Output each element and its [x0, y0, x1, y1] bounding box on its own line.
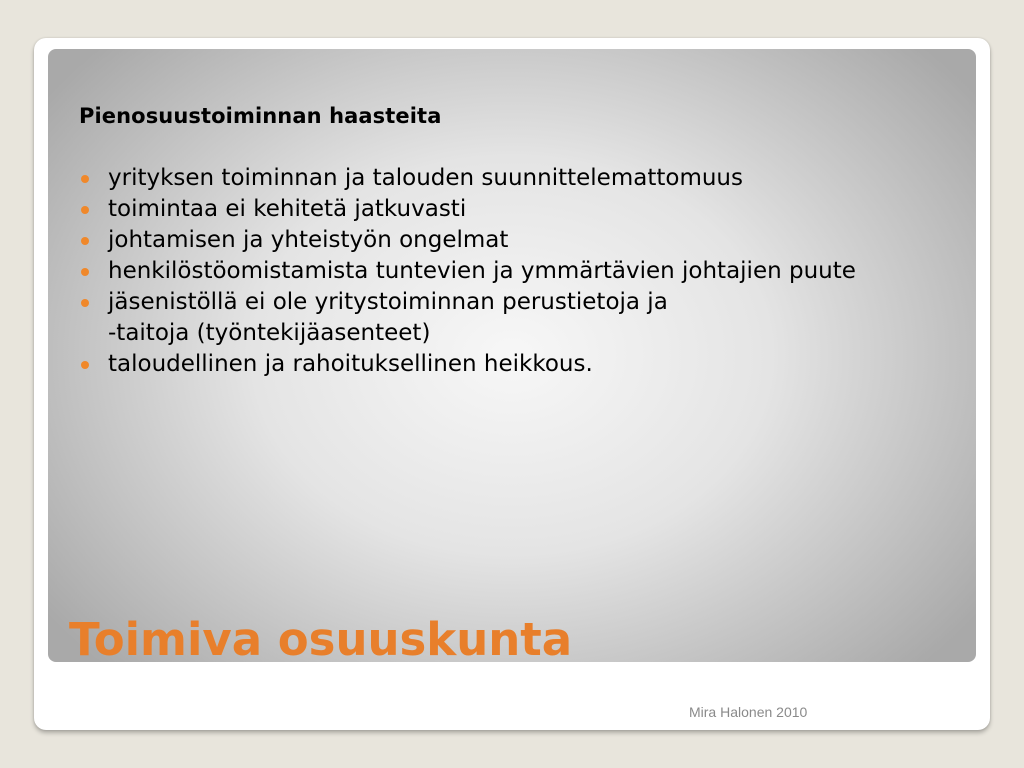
- bullet-text: taloudellinen ja rahoituksellinen heikkous.: [108, 351, 593, 377]
- bullet-dot-icon: [81, 237, 89, 245]
- bullet-dot-icon: [81, 175, 89, 183]
- bullet-text: -taitoja (työntekijäasenteet): [108, 320, 431, 346]
- slide-title: Toimiva osuuskunta: [69, 613, 573, 662]
- bullet-item: [78, 197, 958, 222]
- bullet-text: jäsenistöllä ei ole yritystoiminnan perustietoja ja: [108, 289, 668, 315]
- bullet-item: [78, 290, 958, 315]
- bullet-dot-icon: [81, 206, 89, 214]
- bullet-text: henkilöstöomistamista tuntevien ja ymmärtävien johtajien puute: [108, 258, 856, 284]
- slide-subheading: Pienosuustoiminnan haasteita: [79, 104, 442, 128]
- bullet-item: [78, 259, 958, 284]
- bullet-text: johtamisen ja yhteistyön ongelmat: [108, 227, 509, 253]
- bullet-list: [78, 166, 958, 383]
- bullet-dot-icon: [81, 299, 89, 307]
- content-panel: [48, 49, 976, 662]
- bullet-continuation: [78, 321, 958, 346]
- bullet-item: [78, 228, 958, 253]
- bullet-dot-icon: [81, 268, 89, 276]
- bullet-item: [78, 352, 958, 377]
- slide-footer: Mira Halonen 2010: [689, 704, 808, 720]
- bullet-dot-icon: [81, 361, 89, 369]
- bullet-text: yrityksen toiminnan ja talouden suunnittelemattomuus: [108, 165, 743, 191]
- bullet-item: [78, 166, 958, 191]
- bullet-text: toimintaa ei kehitetä jatkuvasti: [108, 196, 467, 222]
